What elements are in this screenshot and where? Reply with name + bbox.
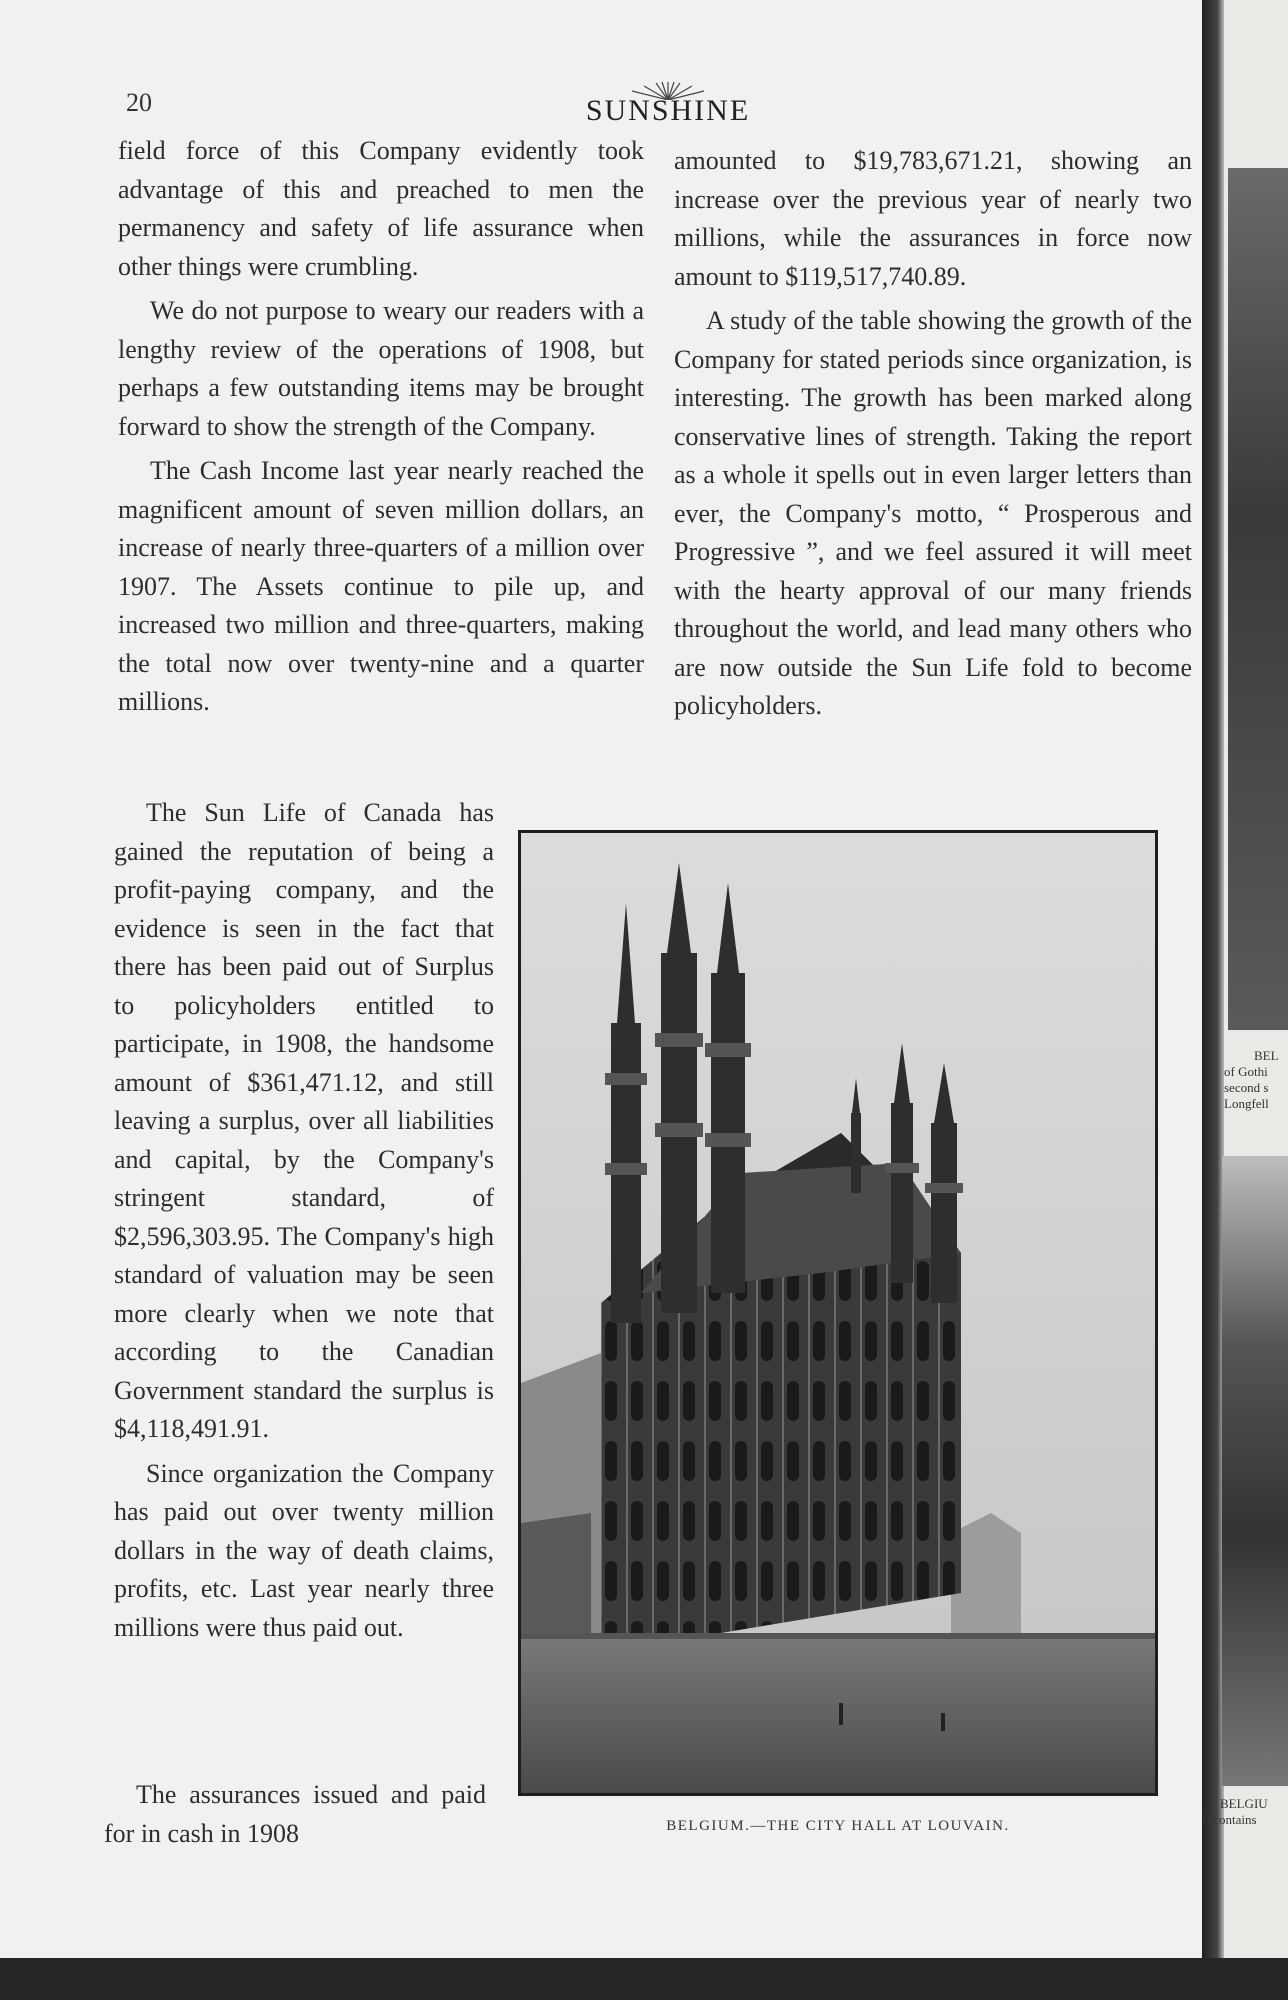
adjacent-caption-line: of Gothi [1224, 1064, 1268, 1079]
city-hall-photo [518, 830, 1158, 1796]
paragraph: amounted to $19,783,671.21, showing an increase over the previous year of nearly two millions, while the assurances in force now amount to $119,517,740.89. [674, 146, 1192, 291]
scan-border-bottom [0, 1958, 1288, 2000]
left-column-middle [114, 794, 494, 1653]
adjacent-caption-line: BEL [1254, 1048, 1279, 1063]
left-column-top [118, 132, 644, 728]
paragraph: A study of the table showing the growth of the Company for stated periods since organization, is interesting. The growth has been marked along conservative lines of strength. Taking the report as a whole it spells out in even larger letters than ever, the Company's motto, “ Prosperous and Progressive ”, and we feel assured it will meet with the hearty approval of our many friends throughout the world, and lead many others who are now outside the Sun Life fold to become policyholders. [674, 306, 1192, 720]
adjacent-photo [1222, 1156, 1288, 1786]
photo-caption: BELGIUM.—THE CITY HALL AT LOUVAIN. [666, 1818, 1010, 1834]
paragraph: field force of this Company evidently took advantage of this and preached to men the permanency and safety of life assurance when other things were crumbling. [118, 136, 644, 281]
paragraph: Since organization the Company has paid out over twenty million dollars in the way of death claims, profits, etc. Last year nearly three millions were thus paid out. [114, 1458, 494, 1642]
adjacent-caption-line: Longfell [1224, 1096, 1269, 1111]
page-number: 20 [126, 88, 152, 117]
page-gutter [1202, 0, 1224, 1958]
adjacent-caption-line: BELGIU [1220, 1796, 1268, 1811]
right-column-top [674, 142, 1192, 732]
gothic-building-image [521, 833, 1155, 1793]
paragraph: The Cash Income last year nearly reached the magnificent amount of seven million dollars, an increase of nearly three-quarters of a million over 1907. The Assets continue to pile up, and increased two million and three-quarters, making the total now over twenty-nine and a quarter millions. [118, 456, 644, 716]
paragraph: We do not purpose to weary our readers with a lengthy review of the operations of 1908, but perhaps a few outstanding items may be brought forward to show the strength of the Company. [118, 296, 644, 441]
paragraph: The assurances issued and paid for in cash in 1908 [104, 1780, 486, 1848]
paragraph: The Sun Life of Canada has gained the reputation of being a profit-paying company, and the evidence is seen in the fact that there has been paid out of Surplus to policyholders entitled to participate, in 1908, the handsome amount of $361,471.12, and still leaving a surplus, over all liabilities and capital, by the Company's stringent standard, of $2,596,303.95. The Company's high standard of valuation may be seen more clearly when we note that according to the Canadian Government standard the surplus is $4,118,491.91. [114, 798, 494, 1443]
left-column-bottom [104, 1776, 486, 1859]
adjacent-caption-line: It contains [1202, 1812, 1257, 1827]
masthead-title: SUNSHINE [585, 94, 751, 127]
adjacent-photo [1228, 168, 1288, 1030]
adjacent-page-edge [1202, 0, 1288, 1958]
adjacent-caption-line: second s [1224, 1080, 1269, 1095]
